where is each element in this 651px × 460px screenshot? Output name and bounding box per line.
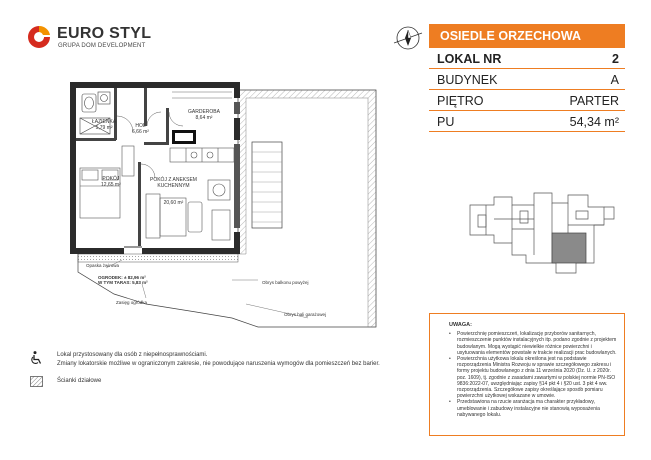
- room-label-living-kitchen: [150, 167, 197, 212]
- info-value: 54,34 m²: [569, 115, 619, 129]
- garage-outline-label: Obrys hali garażowej: [284, 312, 327, 317]
- garden-boundary-label: Zasięg ogródka: [116, 300, 148, 305]
- notes-item: • Powierzchnia użytkowa lokalu określona jest na podstawie rozporządzenia Ministra Rozwoju w sprawie szczegółowego zakresu i formy projektu budowlanego z dnia 11 września 2020 (Dz. U. z 2020r. poz. 1609), tj. zgodnie z zasadami zawartymi w polskiej normie PN-ISO 9836:2022-07, uwzględniając zapisy §14 pkt 4 i §20 ust. 3 pkt 4 ww. rozporządzenia. Szczegółowe zapisy określające sposób pomiaru powierzchni użytkowej wskazane w umowie.: [449, 356, 618, 399]
- room-area: 20,60 m²: [163, 199, 184, 206]
- info-label: PU: [437, 115, 455, 129]
- terrace-area-line: W TYM TARAS: 5,83 m²: [98, 280, 148, 286]
- room-area: 5,79 m²: [95, 124, 113, 131]
- info-value: PARTER: [569, 94, 619, 108]
- garden-outline: [78, 90, 376, 327]
- room-label-hall: [132, 124, 149, 135]
- unit-info-table: [429, 48, 625, 132]
- legend-accessible-note: Zmiany lokatorskie możliwe w ograniczonym zakresie, nie powodujące naruszenia wymogów dla pomieszczeń bez barier.: [57, 361, 380, 367]
- gravel-band-label: Opaska żwirowa: [86, 263, 120, 268]
- room-area: 12,65 m²: [101, 181, 121, 188]
- notes-list: [449, 331, 618, 418]
- garden-area-label: [98, 275, 148, 285]
- brand-subtitle: GRUPA DOM DEVELOPMENT: [58, 43, 146, 49]
- room-name: POKÓJ: [102, 176, 120, 182]
- notes-title: UWAGA:: [449, 322, 472, 328]
- euro-styl-logo-icon: [26, 24, 52, 50]
- room-name: ŁAZIENKA: [92, 119, 117, 125]
- info-value: A: [610, 73, 619, 87]
- legend-walls-text: Ścianki działowe: [57, 378, 102, 384]
- room-name: POKÓJ Z ANEKSEM KUCHENNYM: [150, 177, 197, 189]
- legend-accessible-text: Lokal przystosowany dla osób z niepełnosprawnościami.: [57, 352, 208, 358]
- notes-item: • Przedstawiona na rzucie aranżacja ma charakter przykładowy, umeblowanie i zabudowy instalacyjne nie stanowią wyposażenia nabywanego lokalu.: [449, 399, 618, 418]
- room-label-wardrobe: [188, 110, 220, 121]
- info-label: LOKAL NR: [437, 52, 502, 66]
- wheelchair-icon: [30, 351, 42, 365]
- info-label: PIĘTRO: [437, 94, 484, 108]
- info-row-unit-number: [429, 48, 625, 69]
- info-row-area: [429, 111, 625, 132]
- estate-title: OSIEDLE ORZECHOWA: [429, 24, 625, 48]
- partition-wall-hatch-icon: [30, 376, 43, 387]
- balcony-outline-label: Obrys balkonu powyżej: [262, 280, 309, 285]
- notes-box: [429, 313, 625, 436]
- brand-name: EURO STYL: [57, 25, 152, 42]
- north-arrow-icon: [392, 22, 424, 54]
- room-name: HOL: [135, 123, 146, 129]
- room-area: 8,64 m²: [195, 114, 213, 121]
- garden-area-line: OGRODEK: ± 82,96 m²: [98, 275, 146, 280]
- room-area: 6,66 m²: [132, 128, 149, 135]
- info-value: 2: [612, 52, 619, 66]
- info-row-building: [429, 69, 625, 90]
- brand-logo: [26, 24, 152, 52]
- info-row-floor: [429, 90, 625, 111]
- info-label: BUDYNEK: [437, 73, 498, 87]
- room-name: GARDEROBA: [188, 109, 220, 115]
- room-label-bathroom: [92, 120, 116, 131]
- room-label-bedroom: [101, 177, 121, 188]
- notes-item: • Powierzchnię pomieszczeń, lokalizację przyborów sanitarnych, rozmieszczenie punktów instalacyjnych itp. podano zgodnie z projektem budowlanym. Mogą wystąpić niewielkie różnice powierzchni i usytuowania elementów powstałe w trakcie realizacji prac budowlanych.: [449, 331, 618, 356]
- building-key-plan: [464, 185, 616, 280]
